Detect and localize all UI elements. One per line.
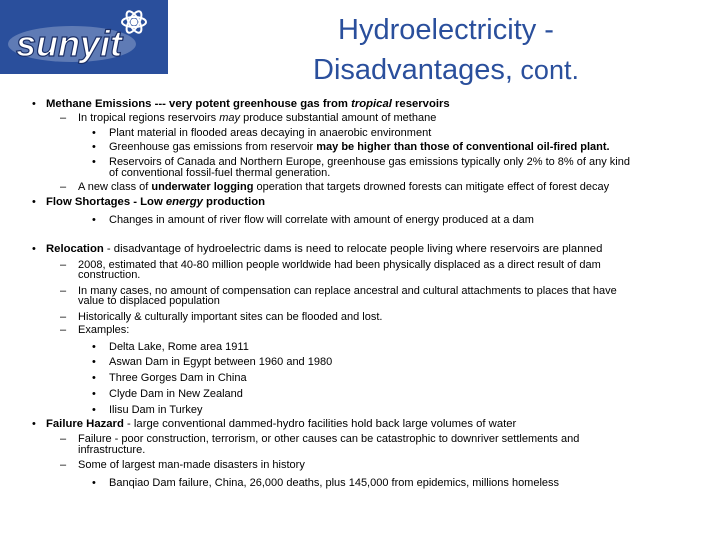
logo-text: sunyit — [16, 23, 123, 64]
sunyit-logo — [0, 0, 168, 74]
bullet-icon: • — [92, 341, 96, 353]
title-line-1: Hydroelectricity - — [338, 14, 554, 46]
failure-point-1: Banqiao Dam failure, China, 26,000 deaths, plus 145,000 from epidemics, millions homeless — [109, 477, 560, 489]
methane-heading: Methane Emissions --- very potent greenhouse gas from tropical reservoirs — [46, 98, 450, 110]
flow-point-1: Changes in amount of river flow will correlate with amount of energy produced at a dam — [109, 214, 534, 226]
relocation-sub-2-line-2: value to displaced population — [78, 295, 220, 307]
bullet-icon: • — [32, 98, 36, 110]
example-item: Delta Lake, Rome area 1911 — [109, 341, 249, 353]
bullet-icon: • — [32, 243, 36, 255]
bullet-icon: • — [92, 477, 96, 489]
failure-sub-2: Some of largest man-made disasters in history — [78, 459, 305, 471]
relocation-sub-1-line-1: 2008, estimated that 40-80 million people worldwide had been physically displaced as a direct result of dam — [78, 259, 601, 271]
bullet-icon: • — [32, 196, 36, 208]
title-main: Disadvantages, — [313, 54, 513, 86]
example-item: Clyde Dam in New Zealand — [109, 388, 243, 400]
methane-sub-1: In tropical regions reservoirs may produce substantial amount of methane — [78, 112, 437, 124]
dash-icon: – — [60, 112, 67, 124]
methane-point-2: Greenhouse gas emissions from reservoir may be higher than those of conventional oil-fired plant. — [109, 141, 610, 153]
methane-point-3-line-2: of conventional fossil-fuel thermal generation. — [109, 167, 331, 179]
dash-icon: – — [60, 259, 67, 271]
bullet-icon: • — [92, 356, 96, 368]
example-item: Three Gorges Dam in China — [109, 372, 247, 384]
failure-sub-1-line-2: infrastructure. — [78, 444, 146, 456]
relocation-sub-2-line-1: In many cases, no amount of compensation can replace ancestral and cultural attachments to places that have — [78, 285, 617, 297]
bullet-icon: • — [92, 156, 96, 168]
failure-heading: Failure Hazard - large conventional dammed-hydro facilities hold back large volumes of water — [46, 418, 517, 430]
bullet-icon: • — [92, 388, 96, 400]
title-line-2 — [176, 50, 716, 90]
title-cont: cont. — [512, 55, 579, 85]
flow-heading: Flow Shortages - Low energy production — [46, 196, 266, 208]
dash-icon: – — [60, 433, 67, 445]
example-item: Ilisu Dam in Turkey — [109, 404, 203, 416]
relocation-sub-3: Historically & culturally important sites can be flooded and lost. — [78, 311, 383, 323]
bullet-icon: • — [92, 141, 96, 153]
dash-icon: – — [60, 459, 67, 471]
dash-icon: – — [60, 311, 67, 323]
slide-title — [176, 10, 716, 90]
dash-icon: – — [60, 285, 67, 297]
logo-graphic — [0, 0, 168, 74]
bullet-icon: • — [32, 418, 36, 430]
methane-point-3-line-1: Reservoirs of Canada and Northern Europe, greenhouse gas emissions typically only 2% to 8% of any kind — [109, 156, 630, 168]
dash-icon: – — [60, 324, 67, 336]
atom-icon — [122, 9, 146, 35]
relocation-heading: Relocation - disadvantage of hydroelectric dams is need to relocate people living where reservoirs are planned — [46, 243, 603, 255]
methane-point-1: Plant material in flooded areas decaying in anaerobic environment — [109, 127, 432, 139]
example-item: Aswan Dam in Egypt between 1960 and 1980 — [109, 356, 333, 368]
failure-sub-1-line-1: Failure - poor construction, terrorism, or other causes can be catastrophic to downriver settlements and — [78, 433, 580, 445]
relocation-sub-4: Examples: — [78, 324, 130, 336]
bullet-icon: • — [92, 404, 96, 416]
bullet-icon: • — [92, 372, 96, 384]
relocation-sub-1-line-2: construction. — [78, 269, 141, 281]
methane-sub-2: A new class of underwater logging operation that targets drowned forests can mitigate effect of forest decay — [78, 181, 610, 193]
bullet-icon: • — [92, 214, 96, 226]
bullet-icon: • — [92, 127, 96, 139]
dash-icon: – — [60, 181, 67, 193]
